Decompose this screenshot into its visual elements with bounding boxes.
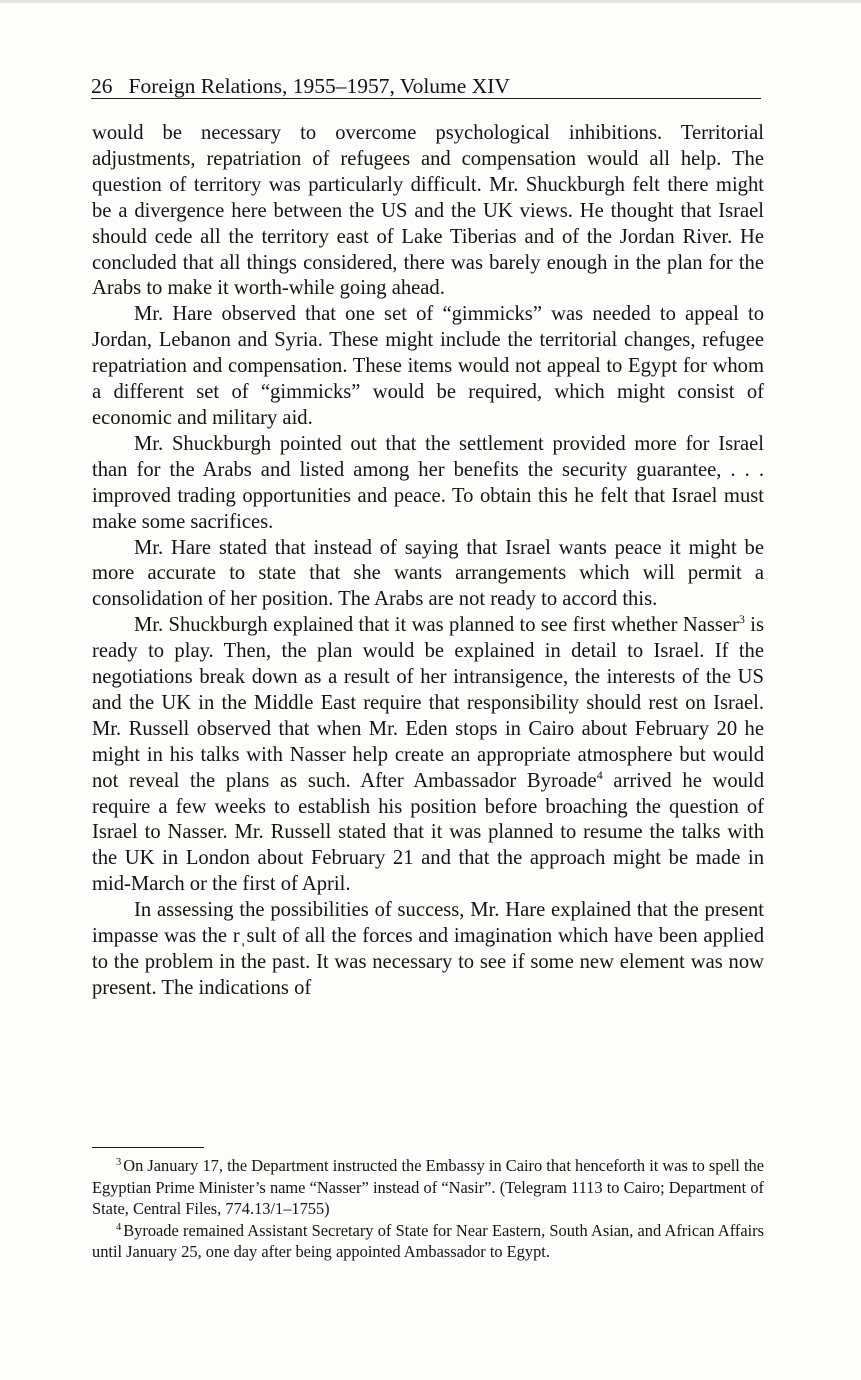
footnote-ref-3[interactable]: 3 [738, 612, 745, 627]
paragraph-5-text-a: Mr. Shuckburgh explained that it was planned to see first whether Nasser [134, 614, 739, 637]
paragraph-5-text-c: arrived he would require a few weeks to establish his position before broaching the question of Israel to Nasser. Mr. Russell stated that it was planned to resume the talks with the UK in London about February 21 and that the approach might be made in mid-March or the first of April. [92, 769, 765, 896]
paragraph-5 [92, 613, 764, 898]
footnotes [92, 1155, 764, 1263]
page-number: 26 [91, 74, 113, 98]
footnote-4-number: 4 [116, 1221, 122, 1233]
paragraph-1: would be necessary to overcome psychological inhibitions. Territorial adjustments, repatriation of refugees and compensation would all help. The question of territory was particularly difficult. Mr. Shuckburgh felt there might be a divergence here between the US and the UK views. He thought that Israel should cede all the territory east of Lake Tiberias and of the Jordan River. He concluded that all things considered, there was barely enough in the plan for the Arabs to make it worth-while going ahead. [92, 122, 764, 300]
footnote-3-number: 3 [116, 1157, 122, 1168]
running-head [91, 74, 761, 99]
footnote-divider [92, 1147, 204, 1148]
paragraph-4: Mr. Hare stated that instead of saying that Israel wants peace it might be more accurate to state that she wants arrangements which will permit a consolidation of her position. The Arabs are not ready to accord this. [92, 536, 764, 611]
footnote-4-text: Byroade remained Assistant Secretary of State for Near Eastern, South Asian, and African Affairs until January 25, one day after being appointed Ambassador to Egypt. [92, 1220, 764, 1261]
footnote-ref-4[interactable]: 4 [596, 767, 603, 782]
footnote-3 [92, 1155, 764, 1220]
scan-edge [0, 0, 861, 3]
publication-title: Foreign Relations, 1955–1957, Volume XIV [128, 74, 510, 98]
paragraph-6: In assessing the possibilities of success, Mr. Hare explained that the present impasse was the rˌsult of all the forces and imagination which have been applied to the problem in the past. It was necessary to see if some new element was now present. The indications of [92, 899, 764, 999]
paragraph-3: Mr. Shuckburgh pointed out that the settlement provided more for Israel than for the Arabs and listed among her benefits the security guarantee, . . . improved trading opportunities and peace. To obtain this he felt that Israel must make some sacrifices. [92, 432, 764, 533]
footnote-3-text: On January 17, the Department instructed the Embassy in Cairo that henceforth it was to spell the Egyptian Prime Minister’s name “Nasser” instead of “Nasir”. (Telegram 1113 to Cairo; Department of State, Central Files, 774.13/1–1755) [92, 1156, 764, 1218]
body-text [92, 121, 764, 1002]
paragraph-5-text-b: is ready to play. Then, the plan would be explained in detail to Israel. If the negotiations break down as a result of her intransigence, the interests of the US and the UK in the Middle East require that responsibility should rest on Israel. Mr. Russell observed that when Mr. Eden stops in Cairo about February 20 he might in his talks with Nasser help create an appropriate atmosphere but would not reveal the plans as such. After Ambassador Byroade [92, 614, 764, 792]
paragraph-2: Mr. Hare observed that one set of “gimmicks” was needed to appeal to Jordan, Lebanon and Syria. These might include the territorial changes, refugee repatriation and compensation. These items would not appeal to Egypt for whom a different set of “gimmicks” would be required, which might consist of economic and military aid. [92, 303, 764, 429]
footnote-4 [92, 1220, 764, 1263]
